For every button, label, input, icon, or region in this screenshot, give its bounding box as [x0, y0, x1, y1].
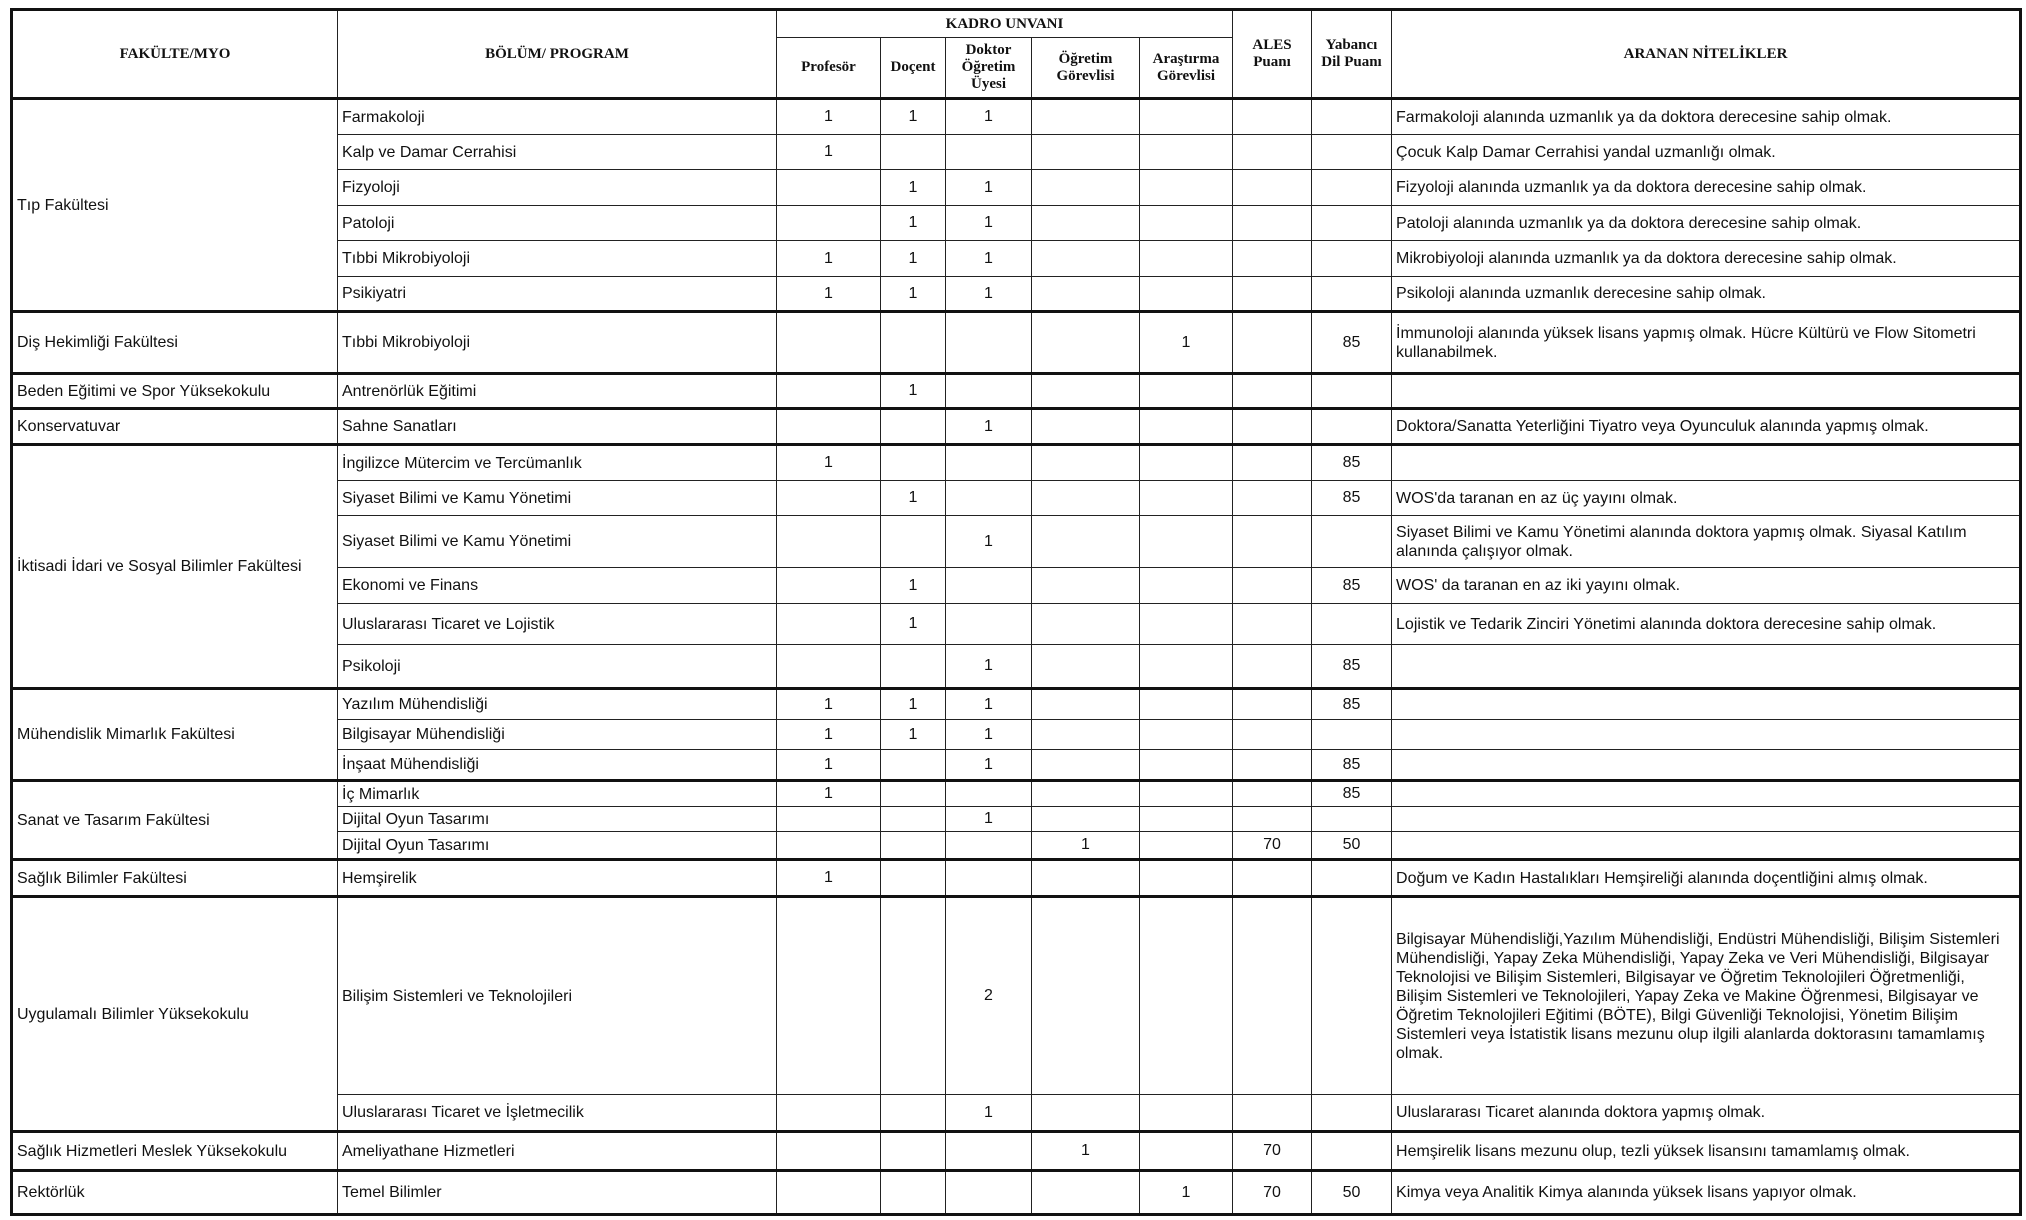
docent-cell: 1 — [881, 206, 946, 241]
aranan-nitelikler-cell: Lojistik ve Tedarik Zinciri Yönetimi alanında doktora derecesine sahip olmak. — [1392, 604, 2021, 645]
docent-cell — [881, 1095, 946, 1132]
profesor-cell — [777, 312, 881, 374]
table-row — [12, 1171, 2021, 1215]
ars-gorevlisi-cell: 1 — [1140, 312, 1233, 374]
program-cell: Uluslararası Ticaret ve Lojistik — [338, 604, 777, 645]
aranan-nitelikler-cell: Hemşirelik lisans mezunu olup, tezli yüksek lisansını tamamlamış olmak. — [1392, 1132, 2021, 1171]
profesor-cell — [777, 206, 881, 241]
dr-ogr-uyesi-cell — [946, 568, 1032, 604]
docent-cell — [881, 860, 946, 897]
dr-ogr-uyesi-cell — [946, 312, 1032, 374]
program-cell: Ameliyathane Hizmetleri — [338, 1132, 777, 1171]
ogr-gorevlisi-cell — [1032, 1095, 1140, 1132]
dil-cell — [1312, 807, 1392, 832]
table-row — [12, 1132, 2021, 1171]
dil-cell: 85 — [1312, 750, 1392, 781]
aranan-nitelikler-cell: Farmakoloji alanında uzmanlık ya da doktora derecesine sahip olmak. — [1392, 99, 2021, 135]
profesor-cell: 1 — [777, 135, 881, 170]
dr-ogr-uyesi-cell — [946, 781, 1032, 807]
ogr-gorevlisi-cell — [1032, 206, 1140, 241]
ales-cell — [1233, 1095, 1312, 1132]
ogr-gorevlisi-cell — [1032, 516, 1140, 568]
header-ales: ALES Puanı — [1233, 10, 1312, 99]
profesor-cell: 1 — [777, 445, 881, 481]
profesor-cell: 1 — [777, 750, 881, 781]
aranan-nitelikler-cell: Siyaset Bilimi ve Kamu Yönetimi alanında doktora yapmış olmak. Siyasal Katılım alanında çalışıyor olmak. — [1392, 516, 2021, 568]
dr-ogr-uyesi-cell — [946, 1132, 1032, 1171]
dr-ogr-uyesi-cell — [946, 445, 1032, 481]
program-cell: Psikiyatri — [338, 277, 777, 312]
ogr-gorevlisi-cell — [1032, 781, 1140, 807]
ales-cell — [1233, 241, 1312, 277]
program-cell: Hemşirelik — [338, 860, 777, 897]
faculty-cell: Rektörlük — [12, 1171, 338, 1215]
dil-cell — [1312, 277, 1392, 312]
ars-gorevlisi-cell — [1140, 860, 1233, 897]
dil-cell — [1312, 897, 1392, 1095]
docent-cell: 1 — [881, 99, 946, 135]
aranan-nitelikler-cell: Bilgisayar Mühendisliği,Yazılım Mühendisliği, Endüstri Mühendisliği, Bilişim Sistemleri Mühendisliği, Yapay Zeka Mühendisliği, Yapay Zeka ve Veri Mühendisliği, Bilgisayar Teknolojisi ve Bilişim Sistemleri, Bilgisayar ve Öğretim Teknolojileri Öğretmenliği, Bilişim Sistemleri ve Teknolojileri, Yapay Zeka ve Makine Öğrenmesi, Bilgisayar ve Öğretim Teknolojileri Eğitimi (BÖTE), Bilgi Güvenliği Teknolojisi, Yönetim Bilişim Sistemleri veya İstatistik lisans mezunu olup ilgili alanlarda doktorasını tamamlamış olmak. — [1392, 897, 2021, 1095]
docent-cell: 1 — [881, 604, 946, 645]
faculty-cell: Beden Eğitimi ve Spor Yüksekokulu — [12, 374, 338, 409]
profesor-cell — [777, 568, 881, 604]
program-cell: Dijital Oyun Tasarımı — [338, 807, 777, 832]
ars-gorevlisi-cell — [1140, 409, 1233, 445]
ogr-gorevlisi-cell — [1032, 750, 1140, 781]
ars-gorevlisi-cell — [1140, 241, 1233, 277]
ogr-gorevlisi-cell — [1032, 481, 1140, 516]
ars-gorevlisi-cell — [1140, 720, 1233, 750]
table-row — [12, 781, 2021, 807]
docent-cell — [881, 445, 946, 481]
profesor-cell — [777, 1171, 881, 1215]
ars-gorevlisi-cell — [1140, 135, 1233, 170]
program-cell: Tıbbi Mikrobiyoloji — [338, 312, 777, 374]
ales-cell — [1233, 516, 1312, 568]
dr-ogr-uyesi-cell: 1 — [946, 689, 1032, 720]
table-row — [12, 689, 2021, 720]
program-cell: Ekonomi ve Finans — [338, 568, 777, 604]
program-cell: Sahne Sanatları — [338, 409, 777, 445]
dil-cell — [1312, 374, 1392, 409]
ogr-gorevlisi-cell: 1 — [1032, 1132, 1140, 1171]
program-cell: Bilgisayar Mühendisliği — [338, 720, 777, 750]
program-cell: Tıbbi Mikrobiyoloji — [338, 241, 777, 277]
docent-cell: 1 — [881, 374, 946, 409]
table-row — [12, 374, 2021, 409]
profesor-cell — [777, 170, 881, 206]
profesor-cell — [777, 645, 881, 689]
aranan-nitelikler-cell: Patoloji alanında uzmanlık ya da doktora derecesine sahip olmak. — [1392, 206, 2021, 241]
profesor-cell — [777, 897, 881, 1095]
aranan-nitelikler-cell — [1392, 689, 2021, 720]
header-faculty: FAKÜLTE/MYO — [12, 10, 338, 99]
docent-cell: 1 — [881, 689, 946, 720]
aranan-nitelikler-cell — [1392, 781, 2021, 807]
dil-cell — [1312, 135, 1392, 170]
aranan-nitelikler-cell: İmmunoloji alanında yüksek lisans yapmış olmak. Hücre Kültürü ve Flow Sitometri kullanabilmek. — [1392, 312, 2021, 374]
table-row — [12, 312, 2021, 374]
ogr-gorevlisi-cell — [1032, 374, 1140, 409]
ogr-gorevlisi-cell — [1032, 445, 1140, 481]
ars-gorevlisi-cell — [1140, 750, 1233, 781]
ars-gorevlisi-cell — [1140, 689, 1233, 720]
ales-cell — [1233, 445, 1312, 481]
program-cell: İngilizce Mütercim ve Tercümanlık — [338, 445, 777, 481]
dil-cell — [1312, 604, 1392, 645]
profesor-cell — [777, 516, 881, 568]
ogr-gorevlisi-cell — [1032, 860, 1140, 897]
ales-cell — [1233, 99, 1312, 135]
ales-cell — [1233, 409, 1312, 445]
program-cell: Yazılım Mühendisliği — [338, 689, 777, 720]
docent-cell — [881, 807, 946, 832]
dil-cell — [1312, 241, 1392, 277]
ales-cell: 70 — [1233, 832, 1312, 860]
ars-gorevlisi-cell — [1140, 481, 1233, 516]
header-profesor: Profesör — [777, 38, 881, 99]
dr-ogr-uyesi-cell: 1 — [946, 170, 1032, 206]
ogr-gorevlisi-cell — [1032, 897, 1140, 1095]
aranan-nitelikler-cell — [1392, 807, 2021, 832]
faculty-cell: Sanat ve Tasarım Fakültesi — [12, 781, 338, 860]
ogr-gorevlisi-cell — [1032, 170, 1140, 206]
dr-ogr-uyesi-cell — [946, 481, 1032, 516]
dil-cell — [1312, 720, 1392, 750]
table-row — [12, 99, 2021, 135]
ales-cell — [1233, 720, 1312, 750]
faculty-cell: Mühendislik Mimarlık Fakültesi — [12, 689, 338, 781]
aranan-nitelikler-cell: WOS' da taranan en az iki yayını olmak. — [1392, 568, 2021, 604]
ogr-gorevlisi-cell — [1032, 807, 1140, 832]
ogr-gorevlisi-cell — [1032, 277, 1140, 312]
faculty-cell: Diş Hekimliği Fakültesi — [12, 312, 338, 374]
dr-ogr-uyesi-cell — [946, 135, 1032, 170]
program-cell: Temel Bilimler — [338, 1171, 777, 1215]
ogr-gorevlisi-cell — [1032, 99, 1140, 135]
docent-cell — [881, 897, 946, 1095]
profesor-cell: 1 — [777, 860, 881, 897]
docent-cell — [881, 1171, 946, 1215]
docent-cell — [881, 135, 946, 170]
program-cell: İnşaat Mühendisliği — [338, 750, 777, 781]
aranan-nitelikler-cell — [1392, 445, 2021, 481]
docent-cell — [881, 516, 946, 568]
ales-cell — [1233, 860, 1312, 897]
header-kadro: KADRO UNVANI — [777, 10, 1233, 38]
ales-cell — [1233, 781, 1312, 807]
table-row — [12, 445, 2021, 481]
docent-cell — [881, 781, 946, 807]
ogr-gorevlisi-cell — [1032, 1171, 1140, 1215]
ars-gorevlisi-cell — [1140, 645, 1233, 689]
ogr-gorevlisi-cell — [1032, 720, 1140, 750]
docent-cell — [881, 832, 946, 860]
header-dil: Yabancı Dil Puanı — [1312, 10, 1392, 99]
faculty-cell: Uygulamalı Bilimler Yüksekokulu — [12, 897, 338, 1132]
program-cell: Siyaset Bilimi ve Kamu Yönetimi — [338, 516, 777, 568]
profesor-cell: 1 — [777, 720, 881, 750]
dil-cell: 85 — [1312, 481, 1392, 516]
ales-cell — [1233, 312, 1312, 374]
dr-ogr-uyesi-cell: 1 — [946, 516, 1032, 568]
table-row — [12, 897, 2021, 1095]
ogr-gorevlisi-cell — [1032, 312, 1140, 374]
docent-cell: 1 — [881, 568, 946, 604]
dr-ogr-uyesi-cell: 2 — [946, 897, 1032, 1095]
ogr-gorevlisi-cell — [1032, 689, 1140, 720]
docent-cell — [881, 312, 946, 374]
program-cell: Antrenörlük Eğitimi — [338, 374, 777, 409]
ales-cell — [1233, 645, 1312, 689]
header-ars-gorevlisi: Araştırma Görevlisi — [1140, 38, 1233, 99]
ales-cell — [1233, 568, 1312, 604]
faculty-cell: İktisadi İdari ve Sosyal Bilimler Fakültesi — [12, 445, 338, 689]
ars-gorevlisi-cell — [1140, 516, 1233, 568]
dil-cell: 85 — [1312, 781, 1392, 807]
program-cell: Psikoloji — [338, 645, 777, 689]
ars-gorevlisi-cell — [1140, 1132, 1233, 1171]
ales-cell — [1233, 206, 1312, 241]
dr-ogr-uyesi-cell — [946, 832, 1032, 860]
program-cell: Patoloji — [338, 206, 777, 241]
aranan-nitelikler-cell — [1392, 832, 2021, 860]
profesor-cell: 1 — [777, 241, 881, 277]
profesor-cell — [777, 604, 881, 645]
profesor-cell — [777, 374, 881, 409]
profesor-cell — [777, 1095, 881, 1132]
dil-cell: 85 — [1312, 689, 1392, 720]
dil-cell — [1312, 1132, 1392, 1171]
dr-ogr-uyesi-cell: 1 — [946, 277, 1032, 312]
dil-cell — [1312, 206, 1392, 241]
program-cell: Uluslararası Ticaret ve İşletmecilik — [338, 1095, 777, 1132]
header-ogr-gorevlisi: Öğretim Görevlisi — [1032, 38, 1140, 99]
profesor-cell: 1 — [777, 781, 881, 807]
dr-ogr-uyesi-cell: 1 — [946, 645, 1032, 689]
dr-ogr-uyesi-cell: 1 — [946, 750, 1032, 781]
ales-cell: 70 — [1233, 1171, 1312, 1215]
ales-cell — [1233, 481, 1312, 516]
program-cell: İç Mimarlık — [338, 781, 777, 807]
ars-gorevlisi-cell — [1140, 604, 1233, 645]
aranan-nitelikler-cell: Doktora/Sanatta Yeterliğini Tiyatro veya Oyunculuk alanında yapmış olmak. — [1392, 409, 2021, 445]
program-cell: Farmakoloji — [338, 99, 777, 135]
ogr-gorevlisi-cell — [1032, 135, 1140, 170]
job-postings-table — [10, 8, 2022, 1216]
docent-cell: 1 — [881, 241, 946, 277]
table-row — [12, 409, 2021, 445]
ales-cell — [1233, 374, 1312, 409]
dil-cell: 85 — [1312, 645, 1392, 689]
aranan-nitelikler-cell: Mikrobiyoloji alanında uzmanlık ya da doktora derecesine sahip olmak. — [1392, 241, 2021, 277]
dr-ogr-uyesi-cell — [946, 1171, 1032, 1215]
dr-ogr-uyesi-cell: 1 — [946, 409, 1032, 445]
profesor-cell — [777, 807, 881, 832]
ars-gorevlisi-cell — [1140, 807, 1233, 832]
ars-gorevlisi-cell — [1140, 832, 1233, 860]
ars-gorevlisi-cell — [1140, 781, 1233, 807]
dr-ogr-uyesi-cell: 1 — [946, 99, 1032, 135]
ars-gorevlisi-cell — [1140, 897, 1233, 1095]
dr-ogr-uyesi-cell — [946, 860, 1032, 897]
dr-ogr-uyesi-cell: 1 — [946, 807, 1032, 832]
dr-ogr-uyesi-cell: 1 — [946, 206, 1032, 241]
aranan-nitelikler-cell: Çocuk Kalp Damar Cerrahisi yandal uzmanlığı olmak. — [1392, 135, 2021, 170]
docent-cell — [881, 645, 946, 689]
profesor-cell — [777, 832, 881, 860]
ars-gorevlisi-cell: 1 — [1140, 1171, 1233, 1215]
ales-cell — [1233, 750, 1312, 781]
aranan-nitelikler-cell: Doğum ve Kadın Hastalıkları Hemşireliği alanında doçentliğini almış olmak. — [1392, 860, 2021, 897]
dr-ogr-uyesi-cell: 1 — [946, 241, 1032, 277]
ars-gorevlisi-cell — [1140, 445, 1233, 481]
profesor-cell — [777, 1132, 881, 1171]
dil-cell — [1312, 99, 1392, 135]
aranan-nitelikler-cell: Kimya veya Analitik Kimya alanında yüksek lisans yapıyor olmak. — [1392, 1171, 2021, 1215]
faculty-cell: Konservatuvar — [12, 409, 338, 445]
dr-ogr-uyesi-cell: 1 — [946, 720, 1032, 750]
ales-cell — [1233, 170, 1312, 206]
ogr-gorevlisi-cell — [1032, 604, 1140, 645]
dil-cell: 85 — [1312, 312, 1392, 374]
aranan-nitelikler-cell: Psikoloji alanında uzmanlık derecesine sahip olmak. — [1392, 277, 2021, 312]
faculty-cell: Sağlık Hizmetleri Meslek Yüksekokulu — [12, 1132, 338, 1171]
profesor-cell — [777, 481, 881, 516]
faculty-cell: Tıp Fakültesi — [12, 99, 338, 312]
docent-cell: 1 — [881, 720, 946, 750]
ars-gorevlisi-cell — [1140, 568, 1233, 604]
ales-cell — [1233, 897, 1312, 1095]
docent-cell — [881, 1132, 946, 1171]
program-cell: Kalp ve Damar Cerrahisi — [338, 135, 777, 170]
header-aranan: ARANAN NİTELİKLER — [1392, 10, 2021, 99]
docent-cell — [881, 750, 946, 781]
program-cell: Fizyoloji — [338, 170, 777, 206]
aranan-nitelikler-cell — [1392, 374, 2021, 409]
dr-ogr-uyesi-cell — [946, 604, 1032, 645]
table-row — [12, 860, 2021, 897]
header-dr-ogr-uyesi: Doktor Öğretim Üyesi — [946, 38, 1032, 99]
ales-cell: 70 — [1233, 1132, 1312, 1171]
ales-cell — [1233, 807, 1312, 832]
dr-ogr-uyesi-cell — [946, 374, 1032, 409]
dil-cell — [1312, 409, 1392, 445]
faculty-cell: Sağlık Bilimler Fakültesi — [12, 860, 338, 897]
dil-cell: 85 — [1312, 445, 1392, 481]
dil-cell: 85 — [1312, 568, 1392, 604]
ogr-gorevlisi-cell — [1032, 568, 1140, 604]
program-cell: Bilişim Sistemleri ve Teknolojileri — [338, 897, 777, 1095]
ogr-gorevlisi-cell: 1 — [1032, 832, 1140, 860]
docent-cell — [881, 409, 946, 445]
profesor-cell: 1 — [777, 277, 881, 312]
dil-cell: 50 — [1312, 832, 1392, 860]
profesor-cell: 1 — [777, 689, 881, 720]
program-cell: Siyaset Bilimi ve Kamu Yönetimi — [338, 481, 777, 516]
ogr-gorevlisi-cell — [1032, 645, 1140, 689]
aranan-nitelikler-cell — [1392, 720, 2021, 750]
aranan-nitelikler-cell: Uluslararası Ticaret alanında doktora yapmış olmak. — [1392, 1095, 2021, 1132]
aranan-nitelikler-cell: WOS'da taranan en az üç yayını olmak. — [1392, 481, 2021, 516]
ars-gorevlisi-cell — [1140, 170, 1233, 206]
ogr-gorevlisi-cell — [1032, 241, 1140, 277]
dil-cell — [1312, 860, 1392, 897]
header-docent: Doçent — [881, 38, 946, 99]
ars-gorevlisi-cell — [1140, 99, 1233, 135]
ars-gorevlisi-cell — [1140, 206, 1233, 241]
aranan-nitelikler-cell — [1392, 645, 2021, 689]
ales-cell — [1233, 604, 1312, 645]
ars-gorevlisi-cell — [1140, 374, 1233, 409]
docent-cell: 1 — [881, 170, 946, 206]
profesor-cell — [777, 409, 881, 445]
docent-cell: 1 — [881, 277, 946, 312]
ales-cell — [1233, 135, 1312, 170]
ales-cell — [1233, 689, 1312, 720]
profesor-cell: 1 — [777, 99, 881, 135]
dr-ogr-uyesi-cell: 1 — [946, 1095, 1032, 1132]
ales-cell — [1233, 277, 1312, 312]
table-header — [12, 10, 2021, 99]
aranan-nitelikler-cell — [1392, 750, 2021, 781]
ars-gorevlisi-cell — [1140, 277, 1233, 312]
dil-cell — [1312, 170, 1392, 206]
dil-cell — [1312, 516, 1392, 568]
ogr-gorevlisi-cell — [1032, 409, 1140, 445]
docent-cell: 1 — [881, 481, 946, 516]
dil-cell — [1312, 1095, 1392, 1132]
table-body — [12, 99, 2021, 1215]
dil-cell: 50 — [1312, 1171, 1392, 1215]
aranan-nitelikler-cell: Fizyoloji alanında uzmanlık ya da doktora derecesine sahip olmak. — [1392, 170, 2021, 206]
header-program: BÖLÜM/ PROGRAM — [338, 10, 777, 99]
program-cell: Dijital Oyun Tasarımı — [338, 832, 777, 860]
ars-gorevlisi-cell — [1140, 1095, 1233, 1132]
